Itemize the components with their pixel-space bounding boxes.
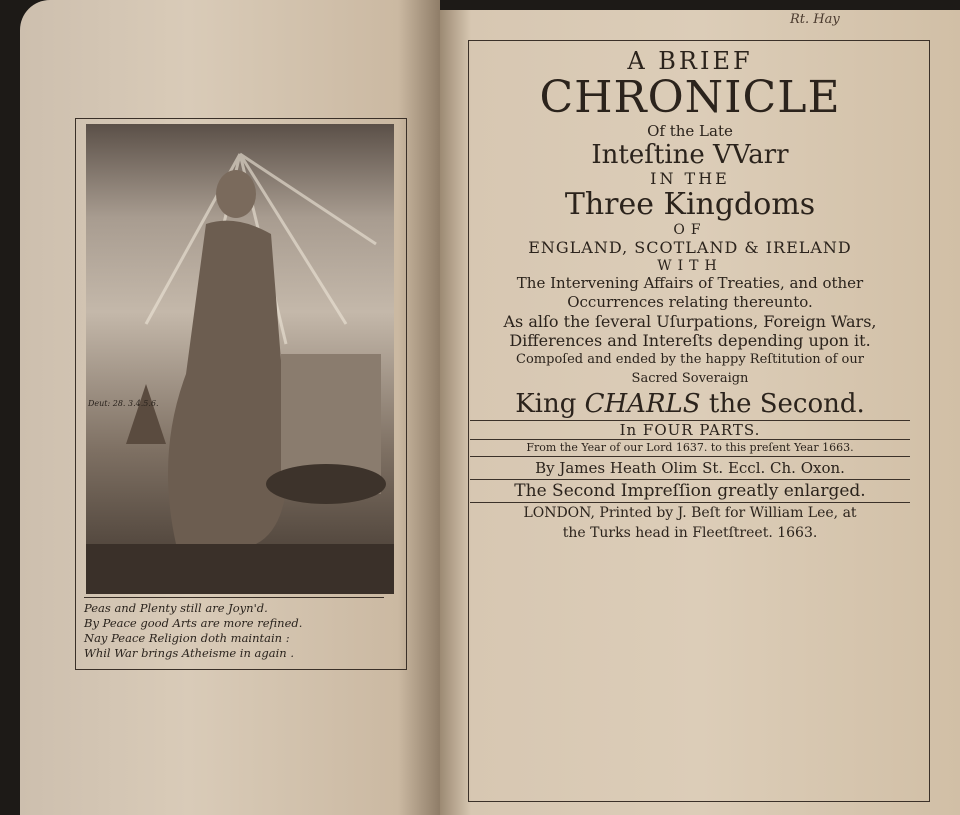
engraving-image <box>86 124 394 594</box>
caption-line: Whil War brings Atheisme in again . <box>84 646 295 660</box>
line-author: By James Heath Olim St. Eccl. Ch. Oxon. <box>535 459 845 477</box>
line-edition: The Second Impreſſion greatly enlarged. <box>514 481 866 501</box>
marginal-note: Deut: 28. 3.4.5.6. <box>88 399 159 408</box>
line-countries: ENGLAND, SCOTLAND & IRELAND <box>528 238 852 257</box>
line-of: OF <box>673 222 707 238</box>
frontispiece-engraving <box>75 118 407 670</box>
line-three-kingdoms: Three Kingdoms <box>564 187 816 222</box>
line-king <box>470 388 910 420</box>
line-years: From the Year of our Lord 1637. to this preſent Year 1663. <box>526 441 854 454</box>
caption-line: Nay Peace Religion doth maintain : <box>84 631 290 645</box>
king-name: CHARLS <box>584 389 701 419</box>
body-restitution: Compoſed and ended by the happy Reſtitution of our Sacred Soveraign <box>516 352 864 386</box>
left-page <box>20 0 440 815</box>
body-usurpations: As alſo the ſeveral Uſurpations, Foreign Wars, Differences and Intereſts depending upon it. <box>503 312 877 350</box>
title-a-brief: A BRIEF <box>627 47 753 75</box>
caption-line: By Peace good Arts are more refined. <box>84 616 303 630</box>
line-imprint-2: the Turks head in Fleetſtreet. 1663. <box>562 525 818 541</box>
handwritten-note: Rt. Hay <box>790 12 840 27</box>
title-page <box>470 48 910 543</box>
line-intestine: Inteſtine VVarr <box>591 140 789 170</box>
verse-caption <box>84 597 384 661</box>
body-treaties: The Intervening Affairs of Treaties, and other Occurrences relating thereunto. <box>516 274 864 311</box>
line-imprint-1: LONDON, Printed by J. Beſt for William Lee, at <box>523 505 857 521</box>
peace-figure-illustration <box>86 124 394 594</box>
title-chronicle: CHRONICLE <box>539 72 841 123</box>
king-suffix: the Second. <box>708 389 865 419</box>
line-in-the: IN THE <box>650 169 730 188</box>
line-with: WITH <box>657 258 723 274</box>
line-parts: In FOUR PARTS. <box>619 421 761 439</box>
caption-line: Peas and Plenty still are Joyn'd. <box>84 601 268 615</box>
line-of-the-late: Of the Late <box>647 122 733 140</box>
king-prefix: King <box>515 389 577 419</box>
